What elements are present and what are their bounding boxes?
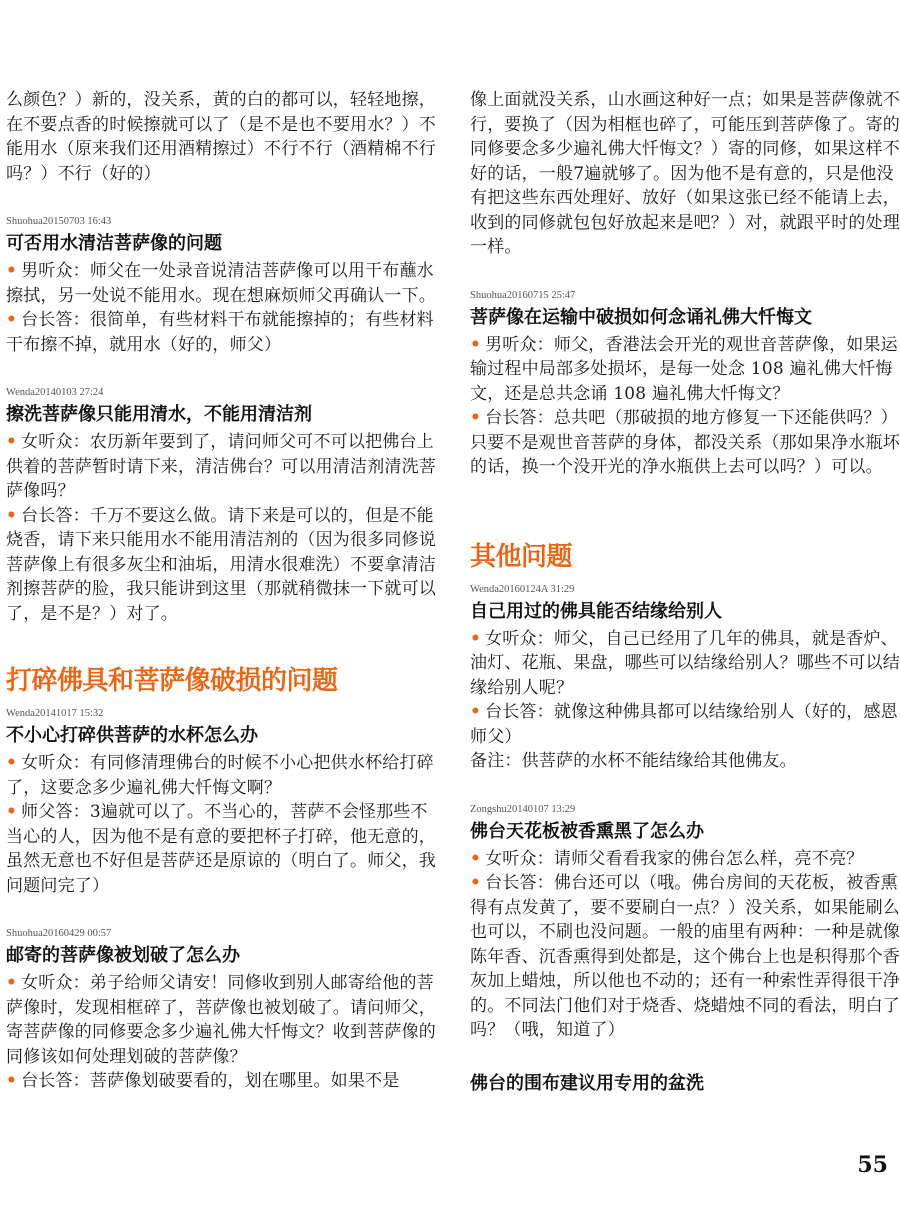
source-tag: Shuohua20150703 16:43 — [6, 216, 112, 227]
qa-section-water-cleaning — [6, 216, 442, 357]
question-heading: 佛台的围布建议用专用的盆洗 — [470, 1072, 704, 1094]
bullet-icon: • — [6, 753, 18, 773]
question-heading: 佛台天花板被香熏黑了怎么办 — [470, 820, 704, 842]
answer-body: 台长答：总共吧（那破损的地方修复一下还能供吗？）只要不是观世音菩萨的身体，都没关系（那如果净水瓶坏的话，换一个没开光的净水瓶供上去可以吗？）可以。 — [470, 408, 900, 477]
answer-body: 台长答：很简单，有些材料干布就能擦掉的；有些材料干布擦不掉，就用水（好的，师父） — [6, 310, 434, 355]
question-body: 男听众：师父在一处录音说清洁菩萨像可以用干布蘸水擦拭，另一处说不能用水。现在想麻烦师父再确认一下。 — [6, 261, 436, 306]
qa-section-clean-water-only — [6, 387, 442, 626]
bullet-icon: • — [6, 432, 18, 452]
answer-text — [6, 504, 442, 627]
answer-body: 台长答：菩萨像划破要看的，划在哪里。如果不是 — [21, 1071, 400, 1091]
question-heading: 可否用水清洁菩萨像的问题 — [6, 233, 222, 254]
right-column — [470, 88, 900, 1099]
question-text — [6, 971, 442, 1069]
source-tag: Shuohua20160715 25:47 — [470, 289, 576, 301]
answer-body: 台长答：佛台还可以（哦。佛台房间的天花板，被香熏得有点发黄了，要不要刷白一点？）没关系，如果能刷么也可以，不刷也没问题。一般的庙里有两种：一种是就像陈年香、沉香熏得到处都是，这个佛台上也是积得那个香灰加上蜡烛，所以他也不动的；还有一种索性弄得很干净的。不同法门他们对于烧香、烧蜡烛不同的看法，明白了吗？（哦，知道了） — [470, 873, 900, 1040]
source-tag: Shuohua20160429 00:57 — [6, 928, 112, 939]
question-text — [6, 259, 442, 308]
question-body: 女听众：师父，自己已经用了几年的佛具，就是香炉、油灯、花瓶、果盘，哪些可以结缘给别人？哪些不可以结缘给别人呢？ — [470, 628, 900, 698]
question-heading: 擦洗菩萨像只能用清水，不能用清洁剂 — [6, 404, 312, 425]
question-text — [6, 751, 442, 800]
bullet-icon: • — [6, 505, 18, 526]
question-body: 女听众：请师父看看我家的佛台怎么样，亮不亮？ — [485, 848, 864, 869]
bullet-icon: • — [6, 973, 18, 993]
answer-text — [470, 700, 900, 749]
qa-section-transport-damage — [470, 290, 900, 480]
bullet-icon: • — [470, 408, 482, 428]
question-heading: 不小心打碎供菩萨的水杯怎么办 — [6, 725, 258, 746]
question-text — [470, 333, 900, 407]
bullet-icon: • — [470, 873, 482, 893]
answer-text — [6, 1069, 442, 1094]
intro-paragraph: 么颜色？）新的，没关系，黄的白的都可以，轻轻地擦，在不要点香的时候擦就可以了（是不是也不要用水？）不能用水（原来我们还用酒精擦过）不行不行（酒精棉不行吗？）不行（好的） — [6, 90, 436, 184]
qa-section-gift-items — [470, 584, 900, 774]
left-column — [6, 88, 442, 1094]
qa-section-mailed-image — [6, 928, 442, 1094]
question-body: 男听众：师父，香港法会开光的观世音菩萨像，如果运输过程中局部多处损坏，是每一处念 108 遍礼佛大忏悔文，还是总共念诵 108 遍礼佛大忏悔文？ — [470, 334, 898, 404]
source-tag: Zongshu20140107 13:29 — [470, 803, 576, 815]
bullet-icon: • — [470, 334, 482, 355]
answer-text — [470, 871, 900, 1043]
bullet-icon: • — [6, 1071, 18, 1091]
qa-section-smoked-ceiling — [470, 804, 900, 1043]
bullet-icon: • — [470, 628, 482, 649]
question-body: 女听众：弟子给师父请安！同修收到别人邮寄给他的菩萨像时，发现相框碎了，菩萨像也被划破了。请问师父，寄菩萨像的同修要念多少遍礼佛大忏悔文？收到菩萨像的同修该如何处理划破的菩萨像？ — [6, 973, 436, 1067]
section-title: 打碎佛具和菩萨像破损的问题 — [6, 666, 338, 696]
question-heading: 菩萨像在运输中破损如何念诵礼佛大忏悔文 — [470, 306, 812, 328]
bullet-icon: • — [470, 702, 482, 722]
question-heading: 自己用过的佛具能否结缘给别人 — [470, 600, 722, 622]
answer-body: 师父答：3遍就可以了。不当心的，菩萨不会怪那些不当心的人，因为他不是有意的要把杯子打碎，他无意的，虽然无意也不好但是菩萨还是原谅的（明白了。师父，我问题问完了） — [6, 802, 436, 896]
answer-body: 台长答：千万不要这么做。请下来是可以的，但是不能烧香，请下来只能用水不能用清洁剂的（因为很多同修说菩萨像上有很多灰尘和油垢，用清水很难洗）不要拿清洁剂擦菩萨的脸，我只能讲到这里（那就稍微抹一下就可以了，是不是？）对了。 — [6, 505, 436, 624]
bullet-icon: • — [470, 848, 482, 869]
bullet-icon: • — [6, 802, 18, 822]
question-heading: 邮寄的菩萨像被划破了怎么办 — [6, 945, 240, 966]
question-body: 女听众：有同修清理佛台的时候不小心把供水杯给打碎了，这要念多少遍礼佛大忏悔文啊？ — [6, 753, 434, 798]
source-tag: Wenda20141017 15:32 — [6, 708, 104, 719]
question-text — [6, 430, 442, 504]
source-tag: Wenda20140103 27:24 — [6, 387, 104, 398]
bullet-icon: • — [6, 261, 18, 281]
answer-text — [6, 800, 442, 898]
section-title: 其他问题 — [470, 541, 573, 572]
bullet-icon: • — [6, 310, 18, 330]
answer-text — [470, 406, 900, 480]
answer-body: 台长答：就像这种佛具都可以结缘给别人（好的，感恩师父） — [470, 702, 898, 747]
question-text — [470, 847, 900, 872]
qa-section-broken-cup — [6, 708, 442, 898]
question-text — [470, 627, 900, 701]
page-number: 55 — [857, 1152, 888, 1178]
source-tag: Wenda20160124A 31:29 — [470, 583, 575, 595]
question-body: 女听众：农历新年要到了，请问师父可不可以把佛台上供着的菩萨暂时请下来，清洁佛台？可以用清洁剂清洗菩萨像吗？ — [6, 432, 436, 501]
continued-paragraph: 像上面就没关系，山水画这种好一点；如果是菩萨像就不行，要换了（因为相框也碎了，可能压到菩萨像了。寄的同修要念多少遍礼佛大忏悔文？）寄的同修，如果这样不好的话，一般7遍就够了。因为他不是有意的，只是他没有把这些东西处理好、放好（如果这张已经不能请上去，收到的同修就包包好放起来是吧？）对，就跟平时的处理一样。 — [470, 90, 900, 257]
answer-text — [6, 308, 442, 357]
note-text: 备注：供菩萨的水杯不能结缘给其他佛友。 — [470, 751, 797, 771]
